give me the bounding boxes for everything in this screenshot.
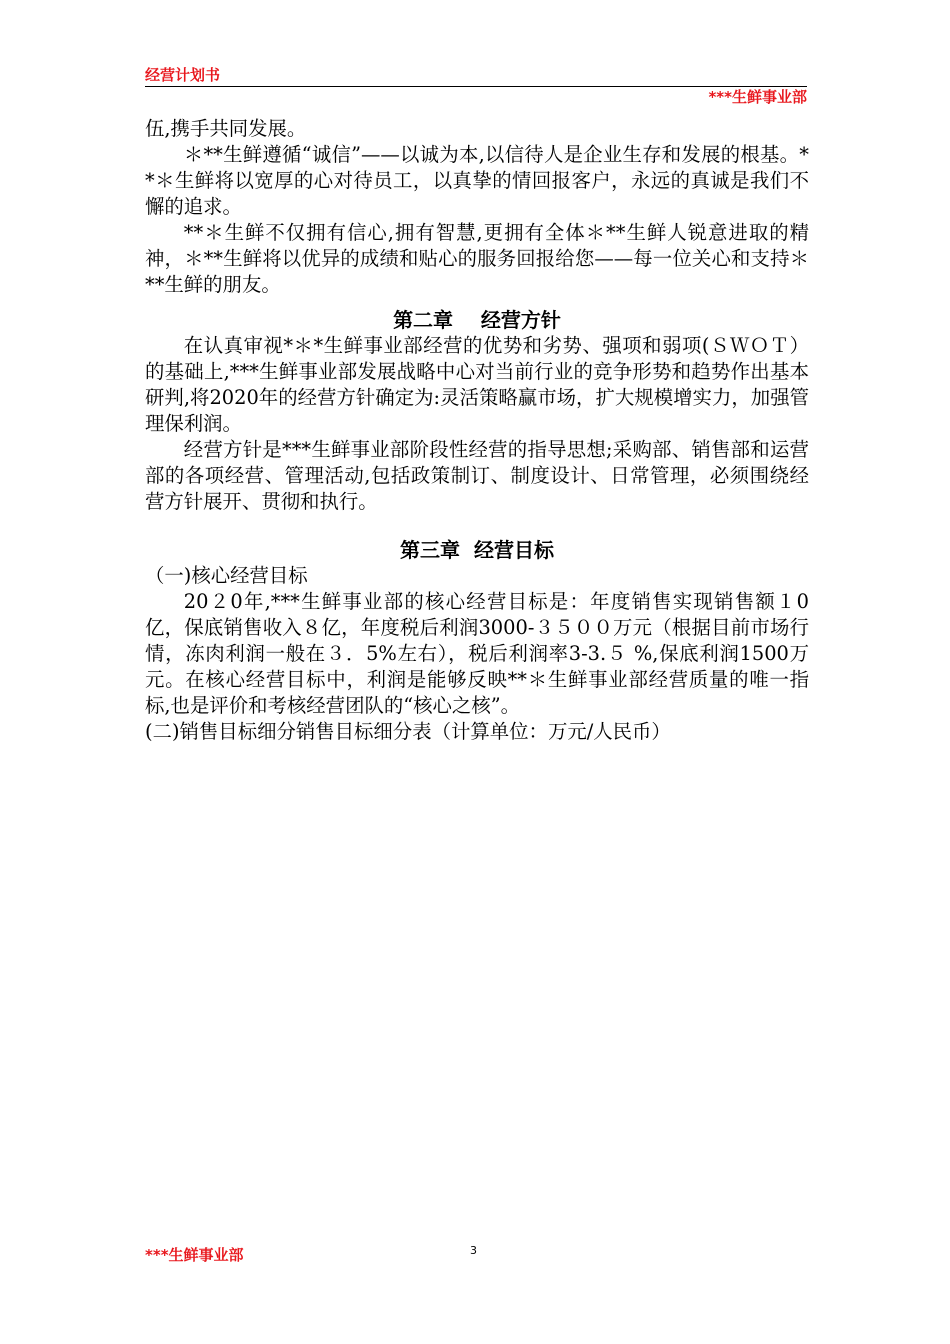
subheading-core-goals: （一)核心经营目标	[145, 564, 308, 587]
footer-department: ***生鲜事业部	[145, 1246, 244, 1264]
paragraph-1: 伍,携手共同发展。	[145, 117, 307, 140]
paragraph-2: ＊**生鲜遵循“诚信”——以诚为本,以信待人是企业生存和发展的根基。**＊生鲜将以宽厚的心对待员工，以真挚的情回报客户，永远的真诚是我们不懈的追求。	[145, 143, 809, 218]
page-number: 3	[470, 1244, 477, 1257]
subheading-sales-breakdown: (二)销售目标细分销售目标细分表（计算单位：万元/人民币）	[145, 720, 671, 743]
spacer	[145, 515, 809, 537]
document-body	[145, 116, 809, 745]
header-doc-title: 经营计划书	[145, 66, 221, 84]
paragraph-6: 20２0年,***生鲜事业部的核心经营目标是：年度销售实现销售额１0亿，保底销售收入８亿，年度税后利润3000-３５００万元（根据目前市场行情，冻肉利润一般在３．5%左右），税后利润率3-3.５ %,保底利润1500万元。在核心经营目标中，利润是能够反映**＊生鲜事业部经营质量的唯一指标,也是评价和考核经营团队的“核心之核”。	[145, 590, 809, 717]
header-rule	[145, 86, 807, 87]
paragraph-3: **＊生鲜不仅拥有信心,拥有智慧,更拥有全体＊**生鲜人锐意进取的精神，＊**生鲜将以优异的成绩和贴心的服务回报给您——每一位关心和支持＊**生鲜的朋友。	[145, 221, 809, 296]
chapter-3-heading: 第三章 经营目标	[400, 538, 554, 562]
spacer	[145, 298, 809, 307]
chapter-2-heading: 第二章 经营方针	[393, 308, 561, 332]
paragraph-4: 在认真审视*＊*生鲜事业部经营的优势和劣势、强项和弱项(ＳＷＯＴ）的基础上,***生鲜事业部发展战略中心对当前行业的竞争形势和趋势作出基本研判,将2020年的经营方针确定为:灵活策略赢市场，扩大规模增实力，加强管理保利润。	[145, 334, 809, 435]
paragraph-5: 经营方针是***生鲜事业部阶段性经营的指导思想;采购部、销售部和运营部的各项经营、管理活动,包括政策制订、制度设计、日常管理，必须围绕经营方针展开、贯彻和执行。	[145, 438, 809, 513]
header-department: ***生鲜事业部	[708, 88, 807, 106]
